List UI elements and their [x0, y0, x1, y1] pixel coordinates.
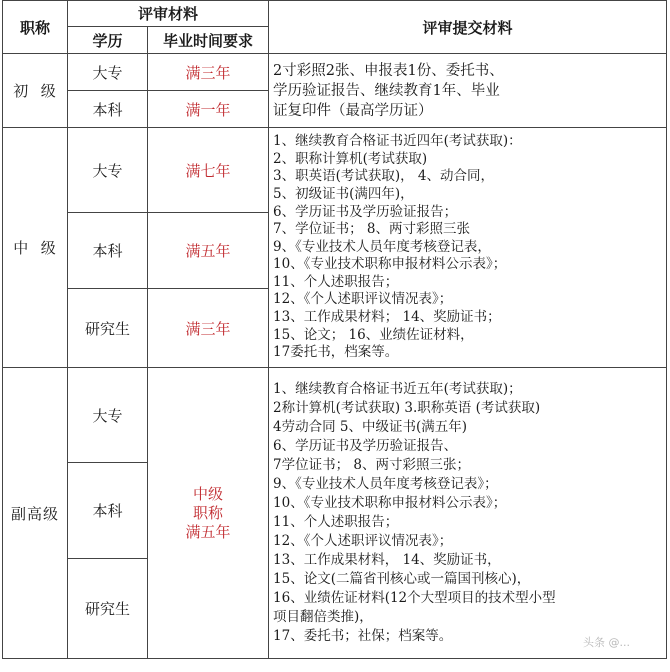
- material-line: 13、工作成果材料， 14、奖励证书，: [273, 552, 501, 568]
- material-line: 2寸彩照2张、申报表1份、委托书、: [273, 62, 504, 79]
- material-line: 证复印件（最高学历证）: [273, 102, 433, 119]
- requirements-table: [2, 0, 667, 659]
- material-line: 16、业绩佐证材料(12个大型项目的技术型小型: [273, 590, 556, 606]
- materials-middle: [269, 128, 667, 368]
- header-review: 评审材料: [68, 1, 269, 27]
- material-line: 10、《专业技术职称申报材料公示表》；: [273, 256, 507, 273]
- edu-cell: 研究生: [68, 559, 148, 659]
- header-title: 职称: [3, 1, 68, 54]
- material-line: 1、继续教育合格证书近四年(考试获取)：: [273, 133, 522, 150]
- material-line: 6、学历证书及学历验证报告、: [273, 438, 458, 454]
- material-line: 7学位证书； 8、两寸彩照三张；: [273, 457, 470, 473]
- edu-cell: 本科: [68, 213, 148, 289]
- watermark: 头条 @...: [583, 636, 630, 649]
- edu-cell: 本科: [68, 463, 148, 559]
- req-cell: 满三年: [148, 54, 269, 91]
- material-line: 15、论文； 16、业绩佐证材料，: [273, 326, 474, 343]
- material-line: 项目翻倍类推)，: [273, 609, 373, 625]
- material-line: 9、《专业技术人员年度考核登记表》；: [273, 476, 498, 492]
- req-cell: 满七年: [148, 128, 269, 213]
- material-line: 1、继续教育合格证书近五年(考试获取)；: [273, 381, 522, 397]
- req-line: 职称: [193, 503, 224, 522]
- material-line: 15、论文(二篇省刊核心或一篇国刊核心)，: [273, 571, 531, 587]
- header-submit: 评审提交材料: [269, 1, 667, 54]
- req-cell: 满五年: [148, 213, 269, 289]
- material-line: 9、《专业技术人员年度考核登记表，: [273, 238, 491, 255]
- materials-junior: [269, 54, 667, 128]
- edu-cell: 大专: [68, 128, 148, 213]
- level-middle: 中 级: [3, 128, 68, 368]
- material-line: 2称计算机(考试获取) 3.职称英语 (考试获取): [273, 400, 541, 416]
- level-junior: 初 级: [3, 54, 68, 128]
- material-line: 17、委托书；社保；档案等。: [273, 628, 453, 644]
- material-line: 17委托书，档案等。: [273, 344, 399, 361]
- req-senior: [148, 368, 269, 659]
- material-line: 11、个人述职报告；: [273, 514, 399, 530]
- header-education: 学历: [68, 27, 148, 54]
- req-line: 中级: [193, 484, 224, 503]
- req-cell: 满三年: [148, 289, 269, 368]
- req-cell: 满一年: [148, 91, 269, 128]
- material-line: 12、《个人述职评议情况表》；: [273, 533, 453, 549]
- req-line: 满五年: [185, 522, 231, 541]
- material-line: 12、《个人述职评议情况表》；: [273, 291, 453, 308]
- header-grad-req: 毕业时间要求: [148, 27, 269, 54]
- material-line: 2、职称计算机(考试获取): [273, 150, 428, 167]
- material-line: 学历验证报告、继续教育1年、毕业: [273, 82, 500, 99]
- edu-cell: 本科: [68, 91, 148, 128]
- material-line: 7、学位证书； 8、两寸彩照三张: [273, 221, 470, 238]
- material-line: 10、《专业技术职称申报材料公示表》；: [273, 495, 507, 511]
- material-line: 13、工作成果材料； 14、奖励证书；: [273, 309, 501, 326]
- material-line: 11、个人述职报告；: [273, 273, 399, 290]
- edu-cell: 大专: [68, 54, 148, 91]
- edu-cell: 大专: [68, 368, 148, 463]
- material-line: 4劳动合同 5、中级证书(满五年): [273, 419, 468, 435]
- material-line: 3、职英语(考试获取)， 4、动合同，: [273, 168, 495, 185]
- level-senior: 副高级: [3, 368, 68, 659]
- material-line: 5、初级证书(满四年)，: [273, 185, 414, 202]
- edu-cell: 研究生: [68, 289, 148, 368]
- material-line: 6、学历证书及学历验证报告；: [273, 203, 458, 220]
- materials-senior: [269, 368, 667, 659]
